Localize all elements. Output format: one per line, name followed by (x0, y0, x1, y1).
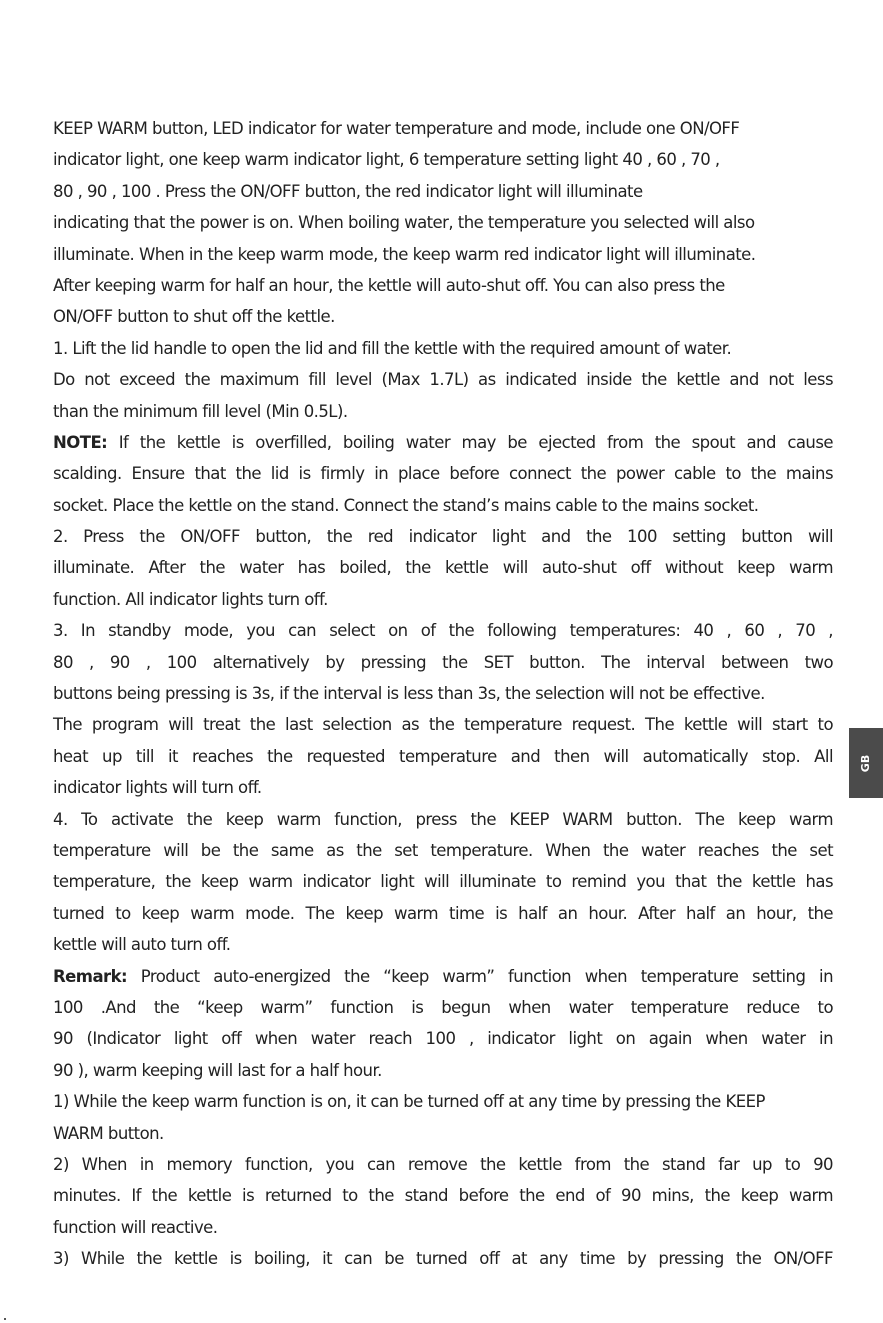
text-line (53, 1243, 833, 1274)
text-line (53, 521, 833, 552)
line-text: buttons being pressing is 3s, if the interval is less than 3s, the selection will not be effective. (53, 684, 765, 704)
line-text: 90 (Indicator light off when water reach 100 , indicator light on again when water in (53, 1029, 833, 1049)
line-text: WARM button. (53, 1123, 164, 1143)
text-line (53, 584, 833, 615)
text-line (53, 772, 833, 803)
text-line (53, 1055, 833, 1086)
text-line (53, 207, 833, 238)
text-line (53, 835, 833, 866)
line-text: temperature, the keep warm indicator light will illuminate to remind you that the kettle has (53, 872, 833, 892)
line-text: 2) When in memory function, you can remove the kettle from the stand far up to 90 (53, 1154, 833, 1174)
text-line (53, 270, 833, 301)
text-line (53, 333, 833, 364)
line-text: Product auto-energized the “keep warm” function when temperature setting in (127, 966, 833, 986)
line-text: indicator lights will turn off. (53, 778, 262, 798)
text-line (53, 741, 833, 772)
line-text: indicator light, one keep warm indicator light, 6 temperature setting light 40 , 60 , 70 , (53, 150, 720, 170)
line-text: KEEP WARM button, LED indicator for water temperature and mode, include one ON/OFF (53, 119, 740, 138)
text-line (53, 396, 833, 427)
line-text: 90 ), warm keeping will last for a half hour. (53, 1060, 382, 1080)
text-line (53, 866, 833, 897)
text-line (53, 961, 833, 992)
page-corner-mark (4, 1318, 6, 1320)
text-line (53, 678, 833, 709)
line-text: indicating that the power is on. When boiling water, the temperature you selected will also (53, 213, 755, 233)
manual-body-text (53, 113, 833, 1274)
text-line (53, 301, 833, 332)
line-text: 3. In standby mode, you can select on of the following temperatures: 40 , 60 , 70 , (53, 621, 833, 641)
line-text: kettle will auto turn off. (53, 935, 231, 955)
line-text: temperature will be the same as the set temperature. When the water reaches the set (53, 840, 833, 860)
line-text: If the kettle is overfilled, boiling water may be ejected from the spout and cause (107, 432, 833, 452)
line-text: turned to keep warm mode. The keep warm time is half an hour. After half an hour, the (53, 903, 833, 923)
line-text: socket. Place the kettle on the stand. Connect the stand’s mains cable to the mains socket. (53, 495, 759, 515)
text-line (53, 1180, 833, 1211)
text-line (53, 490, 833, 521)
line-text: 4. To activate the keep warm function, press the KEEP WARM button. The keep warm (53, 809, 833, 829)
line-text: than the minimum fill level (Min 0.5L). (53, 401, 348, 421)
line-text: 80 , 90 , 100 . Press the ON/OFF button, the red indicator light will illuminate (53, 181, 643, 201)
line-text: After keeping warm for half an hour, the kettle will auto-shut off. You can also press the (53, 275, 725, 295)
text-line (53, 176, 833, 207)
inline-label: Remark: (53, 966, 128, 986)
text-line (53, 1086, 833, 1117)
line-text: ON/OFF button to shut off the kettle. (53, 307, 335, 327)
text-line (53, 144, 833, 175)
text-line (53, 1149, 833, 1180)
line-text: The program will treat the last selection as the temperature request. The kettle will start to (53, 715, 833, 735)
text-line (53, 1118, 833, 1149)
language-tab-label: GB (859, 754, 873, 772)
text-line (53, 1212, 833, 1243)
text-line (53, 552, 833, 583)
line-text: 80 , 90 , 100 alternatively by pressing the SET button. The interval between two (53, 652, 833, 672)
line-text: illuminate. After the water has boiled, the kettle will auto-shut off without keep warm (53, 558, 833, 578)
text-line (53, 992, 833, 1023)
text-line (53, 804, 833, 835)
text-line (53, 427, 833, 458)
text-line (53, 647, 833, 678)
line-text: illuminate. When in the keep warm mode, the keep warm red indicator light will illuminate. (53, 244, 756, 264)
line-text: 1) While the keep warm function is on, it can be turned off at any time by pressing the KEEP (53, 1092, 765, 1112)
text-line (53, 1023, 833, 1054)
text-line (53, 898, 833, 929)
line-text: function. All indicator lights turn off. (53, 589, 328, 609)
text-line (53, 615, 833, 646)
line-text: function will reactive. (53, 1217, 218, 1237)
language-tab (849, 728, 883, 798)
line-text: 100 .And the “keep warm” function is begun when water temperature reduce to (53, 997, 833, 1017)
text-line (53, 364, 833, 395)
text-line (53, 113, 833, 144)
line-text: Do not exceed the maximum fill level (Max 1.7L) as indicated inside the kettle and not less (53, 370, 833, 390)
line-text: heat up till it reaches the requested temperature and then will automatically stop. All (53, 746, 833, 766)
line-text: minutes. If the kettle is returned to the stand before the end of 90 mins, the keep warm (53, 1186, 833, 1206)
line-text: 1. Lift the lid handle to open the lid and fill the kettle with the required amount of water. (53, 338, 732, 358)
text-line (53, 709, 833, 740)
text-line (53, 458, 833, 489)
line-text: 3) While the kettle is boiling, it can be turned off at any time by pressing the ON/OFF (53, 1249, 833, 1269)
text-line (53, 239, 833, 270)
line-text: scalding. Ensure that the lid is firmly in place before connect the power cable to the mains (53, 464, 833, 484)
line-text: 2. Press the ON/OFF button, the red indicator light and the 100 setting button will (53, 527, 833, 547)
inline-label: NOTE: (53, 432, 108, 452)
text-line (53, 929, 833, 960)
